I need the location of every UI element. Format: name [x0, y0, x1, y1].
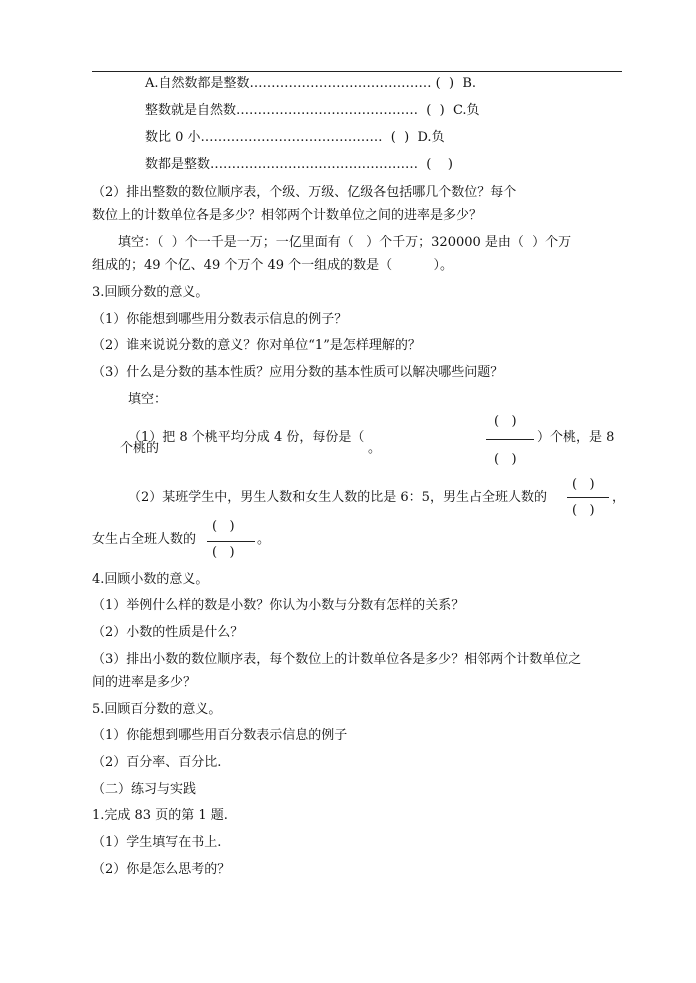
option-d-line: 数都是整数………………………………………… ( ) [145, 157, 453, 172]
part-2-title: （二）练习与实践 [92, 782, 197, 797]
section-3-title: 3.回顾分数的意义。 [92, 285, 209, 300]
girls-fraction-text: 女生占全班人数的 [92, 532, 197, 547]
peach-question-part3: ）个桃，是 8 [537, 430, 615, 445]
fill-in-2-label: 填空： [128, 392, 168, 407]
peach-question-part1: （1）把 8 个桃平均分成 4 份，每份是（ [128, 430, 365, 445]
section-4-question-3-line2: 间的进率是多少？ [92, 675, 197, 690]
fraction-denominator: ( ) [494, 452, 517, 467]
fill-in-1-line2: 组成的；49 个亿、49 个万个 49 个一组成的数是（ ）。 [92, 258, 453, 273]
peach-question-part2: 个桃的 [120, 441, 160, 456]
fraction-bar [567, 497, 609, 498]
section-4-title: 4.回顾小数的意义。 [92, 572, 209, 587]
section-3-question-1: （1）你能想到哪些用分数表示信息的例子？ [92, 312, 348, 327]
section-3-question-3: （3）什么是分数的基本性质？应用分数的基本性质可以解决哪些问题？ [92, 365, 504, 380]
fraction-numerator: ( ) [572, 477, 595, 492]
class-ratio-comma: ， [612, 490, 626, 505]
question-2-line1: （2）排出整数的数位顺序表，个级、万级、亿级各包括哪几个数位？每个 [92, 185, 517, 200]
option-a-line: A.自然数都是整数…………………………………… ( ) B. [145, 76, 477, 91]
fraction-bar [486, 439, 534, 440]
fraction-numerator: ( ) [212, 519, 235, 534]
fill-in-1-line1: 填空：（ ）个一千是一万；一亿里面有（ ）个千万；320000 是由（ ）个万 [118, 235, 572, 250]
exercise-1-title: 1.完成 83 页的第 1 题. [92, 808, 228, 823]
section-5-question-2: （2）百分率、百分比. [92, 755, 222, 770]
fraction-numerator: ( ) [494, 414, 517, 429]
exercise-1-question-2: （2）你是怎么思考的？ [92, 862, 231, 877]
question-2-line2: 数位上的计数单位各是多少？相邻两个计数单位之间的进率是多少？ [92, 208, 483, 223]
exercise-1-question-1: （1）学生填写在书上. [92, 835, 222, 850]
section-3-question-2: （2）谁来说说分数的意义？你对单位“1”是怎样理解的？ [92, 338, 421, 353]
option-c-line: 数比 0 小…………………………………… ( ) D.负 [145, 130, 445, 145]
fraction-denominator: ( ) [212, 545, 235, 560]
header-rule [92, 71, 622, 72]
peach-fraction-blank [486, 414, 536, 470]
section-5-title: 5.回顾百分数的意义。 [92, 702, 222, 717]
section-4-question-2: （2）小数的性质是什么？ [92, 625, 244, 640]
option-b-line: 整数就是自然数…………………………………… ( ) C.负 [145, 103, 480, 118]
section-4-question-3-line1: （3）排出小数的数位顺序表，每个数位上的计数单位各是多少？相邻两个计数单位之 [92, 652, 582, 667]
section-5-question-1: （1）你能想到哪些用百分数表示信息的例子 [92, 728, 348, 743]
fraction-denominator: ( ) [572, 503, 595, 518]
girls-fraction-blank [207, 519, 257, 563]
boys-fraction-blank [567, 477, 613, 521]
fraction-bar [207, 541, 255, 542]
section-4-question-1: （1）举例什么样的数是小数？你认为小数与分数有怎样的关系？ [92, 598, 465, 613]
class-ratio-part1: （2）某班学生中，男生人数和女生人数的比是 6：5，男生占全班人数的 [128, 490, 547, 505]
girls-fraction-end: 。 [257, 532, 271, 547]
peach-question-dot: 。 [368, 441, 382, 456]
